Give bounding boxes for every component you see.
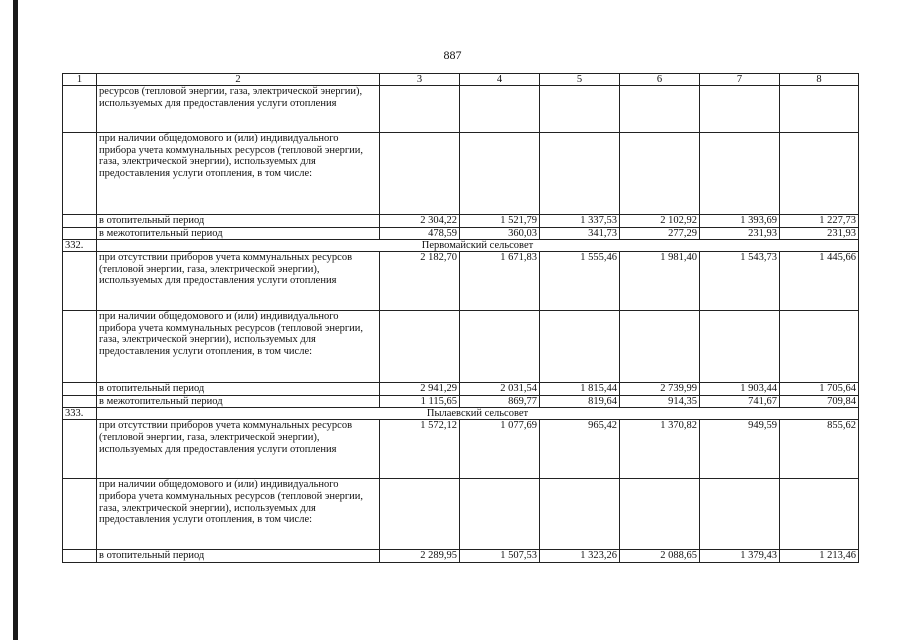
row-number-cell	[63, 252, 97, 311]
value-cell	[380, 479, 460, 550]
value-cell: 1 572,12	[380, 420, 460, 479]
table-row	[63, 133, 859, 215]
value-cell: 2 941,29	[380, 383, 460, 396]
column-header: 6	[620, 74, 700, 86]
value-cell: 1 903,44	[700, 383, 780, 396]
section-number: 333.	[63, 408, 97, 420]
value-cell	[460, 311, 540, 383]
column-header: 1	[63, 74, 97, 86]
value-cell	[780, 311, 859, 383]
value-cell: 1 115,65	[380, 395, 460, 408]
value-cell	[460, 479, 540, 550]
column-header: 7	[700, 74, 780, 86]
row-number-cell	[63, 395, 97, 408]
column-header: 8	[780, 74, 859, 86]
value-cell	[380, 133, 460, 215]
value-cell: 1 323,26	[540, 550, 620, 563]
value-cell	[620, 133, 700, 215]
value-cell	[780, 133, 859, 215]
value-cell: 360,03	[460, 227, 540, 240]
value-cell: 2 102,92	[620, 215, 700, 228]
value-cell: 277,29	[620, 227, 700, 240]
row-description: при отсутствии приборов учета коммунальных ресурсов (тепловой энергии, газа, электрической энергии), используемых для предоставления услуги отопления	[97, 252, 380, 311]
value-cell: 1 815,44	[540, 383, 620, 396]
value-cell	[700, 479, 780, 550]
value-cell: 1 227,73	[780, 215, 859, 228]
table-row	[63, 550, 859, 563]
value-cell: 1 445,66	[780, 252, 859, 311]
value-cell	[620, 86, 700, 133]
scan-edge-mark	[13, 0, 18, 640]
value-cell	[380, 86, 460, 133]
value-cell	[380, 311, 460, 383]
value-cell: 231,93	[700, 227, 780, 240]
value-cell: 2 088,65	[620, 550, 700, 563]
value-cell	[540, 311, 620, 383]
row-description: при наличии общедомового и (или) индивидуального прибора учета коммунальных ресурсов (тепловой энергии, газа, электрической энергии), используемых для предоставления услуги отопления, в том числе:	[97, 479, 380, 550]
value-cell: 869,77	[460, 395, 540, 408]
row-number-cell	[63, 383, 97, 396]
value-cell	[460, 86, 540, 133]
table-row	[63, 479, 859, 550]
value-cell	[460, 133, 540, 215]
row-number-cell	[63, 133, 97, 215]
value-cell: 1 370,82	[620, 420, 700, 479]
section-row	[63, 408, 859, 420]
value-cell: 709,84	[780, 395, 859, 408]
value-cell: 1 077,69	[460, 420, 540, 479]
table-row	[63, 311, 859, 383]
value-cell: 1 981,40	[620, 252, 700, 311]
value-cell: 819,64	[540, 395, 620, 408]
row-number-cell	[63, 420, 97, 479]
row-number-cell	[63, 311, 97, 383]
column-header: 4	[460, 74, 540, 86]
row-number-cell	[63, 550, 97, 563]
value-cell: 2 304,22	[380, 215, 460, 228]
section-number: 332.	[63, 240, 97, 252]
value-cell: 914,35	[620, 395, 700, 408]
section-name: Первомайский сельсовет	[97, 240, 859, 252]
value-cell: 341,73	[540, 227, 620, 240]
value-cell: 1 507,53	[460, 550, 540, 563]
value-cell: 949,59	[700, 420, 780, 479]
value-cell	[540, 86, 620, 133]
column-header: 3	[380, 74, 460, 86]
row-description: в отопительный период	[97, 215, 380, 228]
value-cell: 2 739,99	[620, 383, 700, 396]
value-cell: 1 213,46	[780, 550, 859, 563]
value-cell	[620, 311, 700, 383]
table-row	[63, 252, 859, 311]
value-cell: 855,62	[780, 420, 859, 479]
value-cell: 1 555,46	[540, 252, 620, 311]
row-description: при отсутствии приборов учета коммунальных ресурсов (тепловой энергии, газа, электрической энергии), используемых для предоставления услуги отопления	[97, 420, 380, 479]
value-cell: 965,42	[540, 420, 620, 479]
row-number-cell	[63, 86, 97, 133]
table-row	[63, 395, 859, 408]
value-cell: 1 671,83	[460, 252, 540, 311]
table-row	[63, 86, 859, 133]
value-cell	[620, 479, 700, 550]
value-cell: 2 182,70	[380, 252, 460, 311]
value-cell	[540, 479, 620, 550]
row-description: в межотопительный период	[97, 227, 380, 240]
value-cell	[540, 133, 620, 215]
table-body	[63, 86, 859, 563]
value-cell: 2 289,95	[380, 550, 460, 563]
table-row	[63, 420, 859, 479]
value-cell: 231,93	[780, 227, 859, 240]
value-cell: 1 337,53	[540, 215, 620, 228]
row-description: при наличии общедомового и (или) индивидуального прибора учета коммунальных ресурсов (тепловой энергии, газа, электрической энергии), используемых для предоставления услуги отопления, в том числе:	[97, 133, 380, 215]
table-row	[63, 383, 859, 396]
section-name: Пылаевский сельсовет	[97, 408, 859, 420]
row-number-cell	[63, 215, 97, 228]
row-description: в отопительный период	[97, 383, 380, 396]
value-cell: 1 543,73	[700, 252, 780, 311]
table-row	[63, 227, 859, 240]
row-description: в отопительный период	[97, 550, 380, 563]
page-number: 887	[443, 48, 462, 62]
value-cell	[700, 86, 780, 133]
value-cell	[700, 311, 780, 383]
row-description: в межотопительный период	[97, 395, 380, 408]
value-cell: 741,67	[700, 395, 780, 408]
tariff-table	[62, 73, 859, 563]
column-header: 2	[97, 74, 380, 86]
value-cell: 1 379,43	[700, 550, 780, 563]
row-description: при наличии общедомового и (или) индивидуального прибора учета коммунальных ресурсов (тепловой энергии, газа, электрической энергии), используемых для предоставления услуги отопления, в том числе:	[97, 311, 380, 383]
table-row	[63, 215, 859, 228]
value-cell: 1 705,64	[780, 383, 859, 396]
value-cell: 1 393,69	[700, 215, 780, 228]
row-number-cell	[63, 227, 97, 240]
column-header: 5	[540, 74, 620, 86]
value-cell	[780, 86, 859, 133]
value-cell: 2 031,54	[460, 383, 540, 396]
value-cell	[700, 133, 780, 215]
value-cell	[780, 479, 859, 550]
row-description: ресурсов (тепловой энергии, газа, электрической энергии), используемых для предоставления услуги отопления	[97, 86, 380, 133]
column-number-row	[63, 74, 859, 86]
section-row	[63, 240, 859, 252]
row-number-cell	[63, 479, 97, 550]
value-cell: 1 521,79	[460, 215, 540, 228]
value-cell: 478,59	[380, 227, 460, 240]
